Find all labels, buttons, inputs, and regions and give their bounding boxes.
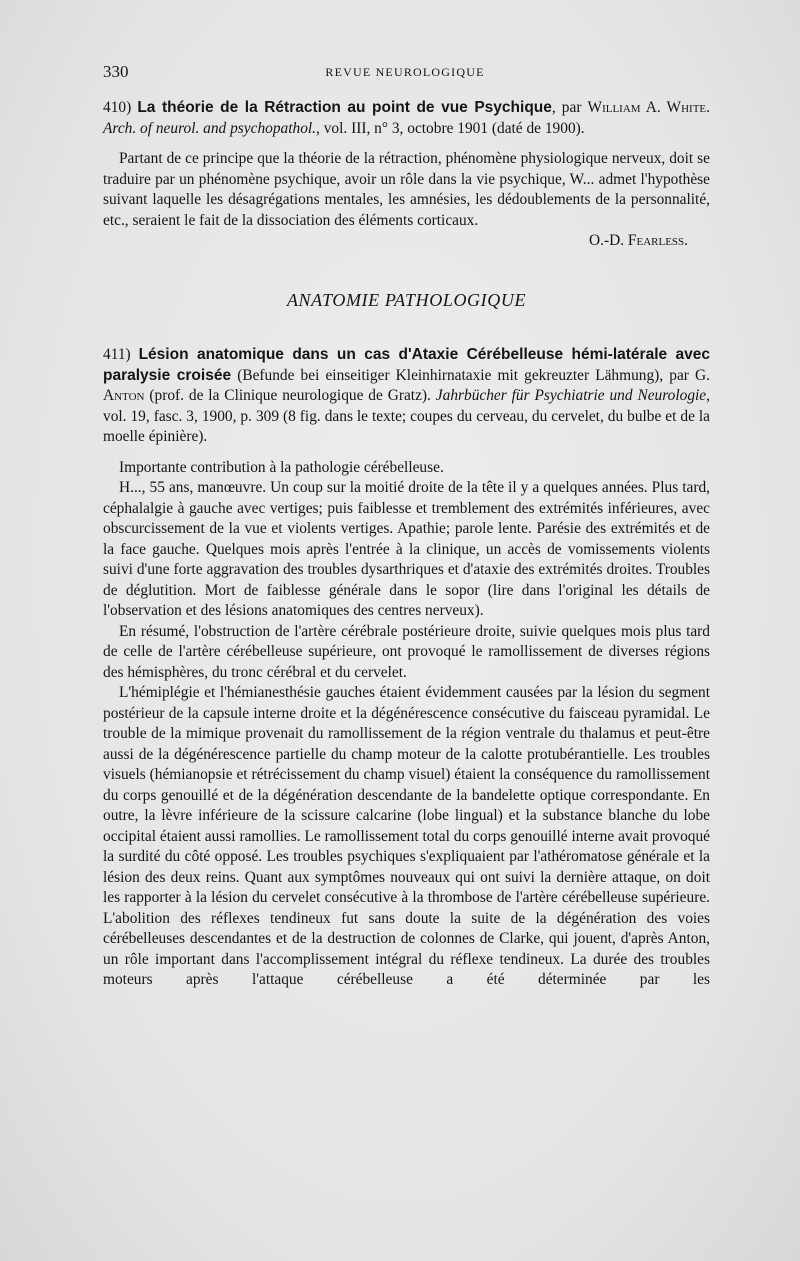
article-410-title: La théorie de la Rétraction au point de vue Psychique (137, 99, 552, 116)
article-411-affiliation: (prof. de la Clinique neurologique de Gratz). (149, 387, 431, 404)
section-title: ANATOMIE PATHOLOGIQUE (286, 289, 527, 310)
article-410-journal: Arch. of neurol. and psychopathol. (103, 119, 317, 137)
article-410-author: William A. White (587, 99, 707, 116)
article-411-paragraph: Importante contribution à la pathologie cérébelleuse. (119, 458, 444, 476)
article-411-author: Anton (103, 387, 145, 404)
article-411-journal: Jahrbücher für Psychiatrie und Neurologie (435, 387, 707, 404)
article-411-number: 411) (103, 346, 131, 363)
article-411-subtitle: (Befunde bei einseitiger Kleinhirnataxie mit gekreuzter Lähmung), par G. (237, 366, 710, 384)
article-410-heading: 410) La théorie de la Rétraction au point de vue Psychique, par William A. White. Arch. of neurol. and psychopathol., vol. III, n° 3, octobre 1901 (daté de 1900). (103, 99, 710, 137)
article-411-paragraph: H..., 55 ans, manœuvre. Un coup sur la moitié droite de la tête il y a quelques années. Plus tard, céphalalgie à gauche avec vertiges; puis faiblesse et tremblement des extrémités inférieures, avec obscurcissement de la vue et violents vertiges. Apathie; parole lente. Parésie des extrémités et de la face gauche. Quelques mois après l'entrée à la clinique, un accès de vomissements violents suivi d'une forte aggravation des troubles dysarthriques et d'ataxie des extrémités droites. Troubles de déglutition. Mort de faiblesse générale dans le sopor (lire dans l'original les détails de l'observation et des lésions anatomiques des centres nerveux). (103, 479, 710, 619)
article-410-by: , par (551, 99, 582, 116)
page-content (103, 98, 710, 991)
article-411-title: Lésion anatomique dans un cas d'Ataxie Cérébelleuse hémi-latérale avec paralysie croisée (103, 346, 710, 384)
article-410-signature (103, 231, 710, 252)
running-title: REVUE NEUROLOGIQUE (325, 65, 485, 79)
page-number: 330 (103, 62, 129, 81)
article-410-ref: , vol. III, n° 3, octobre 1901 (daté de 1900). (316, 119, 585, 137)
article-411-paragraph: En résumé, l'obstruction de l'artère cérébrale postérieure droite, suivie quelques mois plus tard de celle de l'artère cérébelleuse supérieure, ont provoqué le ramollissement de diverses régions des hémisphères, du tronc cérébral et du cervelet. (103, 622, 710, 681)
article-410-reviewer: O.-D. Fearless. (589, 232, 688, 249)
article-410-number: 410) (103, 99, 132, 116)
article-410-body: Partant de ce principe que la théorie de la rétraction, phénomène physiologique nerveux, doit se traduire par un phénomène psychique, avoir un rôle dans la vie psychique, W... admet l'hypothèse suivant laquelle les désagrégations mentales, les amnésies, les dédoublements de la personnalité, etc., seraient le fait de la dissociation des éléments corticaux. (103, 150, 710, 229)
article-411-ref: , vol. 19, fasc. 3, 1900, p. 309 (8 fig. dans le texte; coupes du cerveau, du cervelet, du bulbe et de la moelle épinière). (103, 387, 710, 445)
article-411-heading (103, 345, 710, 448)
page-header (103, 62, 707, 86)
article-411-paragraph: L'hémiplégie et l'hémianesthésie gauches étaient évidemment causées par la lésion du segment postérieur de la capsule interne droite et la dégénérescence consécutive du faisceau pyramidal. Le trouble de la mimique provenait du ramollissement de la région ventrale du thalamus et peut-être aussi de la dégénérescence partielle du champ moteur de la calotte protubérantielle. Les troubles visuels (hémianopsie et rétrécissement du champ visuel) étaient la conséquence du ramollissement du corps genouillé et de la dégénération descendante de la bandelette optique correspondante. En outre, la lèvre inférieure de la scissure calcarine (lobe lingual) et la substance blanche du lobe occipital étaient aussi ramollies. Le ramollissement total du corps genouillé interne avait provoqué la surdité du côté opposé. Les troubles psychiques s'expliquaient par l'athéromatose générale et la lésion des deux reins. Quant aux symptômes nouveaux qui ont suivi la dernière attaque, on doit les rapporter à la lésion du cervelet consécutive à la thrombose de l'artère cérébelleuse supérieure. L'abolition des réflexes tendineux fut sans doute la suite de la dégénération des voies cérébelleuses descendantes et de la destruction de colonnes de Clarke, qui jouent, d'après Anton, un rôle important dans l'accomplissement intégral du réflexe tendineux. La durée des troubles moteurs après l'attaque cérébelleuse a été déterminée par les (103, 684, 710, 988)
